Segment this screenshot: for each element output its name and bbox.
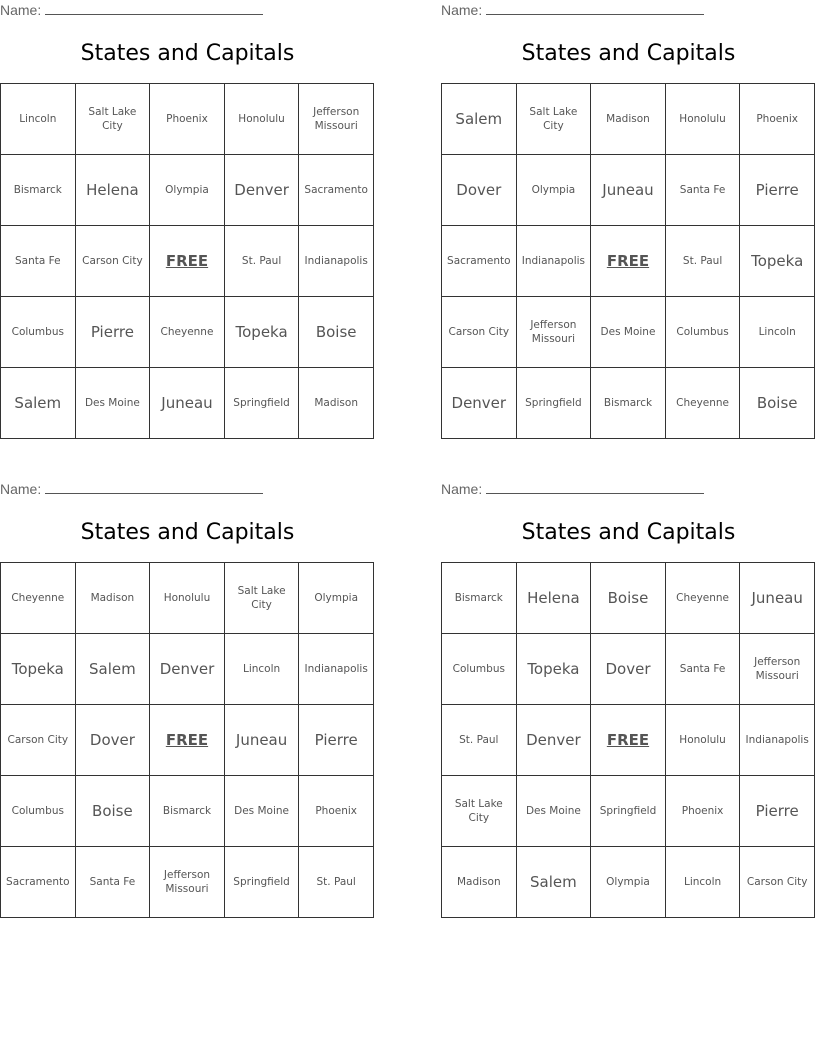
grid-row bbox=[442, 368, 815, 439]
grid-cell: Topeka bbox=[1, 634, 76, 705]
grid-cell: Jefferson Missouri bbox=[150, 847, 225, 918]
grid-cell: Boise bbox=[591, 563, 666, 634]
name-label: Name: bbox=[0, 481, 42, 497]
grid-cell: Carson City bbox=[75, 226, 150, 297]
grid-cell: Pierre bbox=[740, 776, 815, 847]
grid-cell: St. Paul bbox=[665, 226, 740, 297]
grid-cell: Cheyenne bbox=[665, 563, 740, 634]
grid-cell: Olympia bbox=[299, 563, 374, 634]
grid-cell: Salem bbox=[442, 84, 517, 155]
grid-cell: Olympia bbox=[150, 155, 225, 226]
grid-cell: Jefferson Missouri bbox=[516, 297, 591, 368]
free-space-cell: FREE bbox=[150, 705, 225, 776]
grid-cell: Boise bbox=[740, 368, 815, 439]
name-line bbox=[441, 2, 704, 18]
grid-cell: Indianapolis bbox=[299, 226, 374, 297]
grid-cell: Honolulu bbox=[150, 563, 225, 634]
grid-cell: Juneau bbox=[224, 705, 299, 776]
grid-cell: Santa Fe bbox=[75, 847, 150, 918]
grid-cell: Madison bbox=[442, 847, 517, 918]
grid-cell: Springfield bbox=[224, 847, 299, 918]
grid-cell: Carson City bbox=[740, 847, 815, 918]
grid-cell: Sacramento bbox=[299, 155, 374, 226]
grid-row bbox=[1, 563, 374, 634]
grid-cell: Jefferson Missouri bbox=[299, 84, 374, 155]
bingo-grid bbox=[0, 562, 374, 918]
grid-cell: Pierre bbox=[299, 705, 374, 776]
grid-cell: Sacramento bbox=[442, 226, 517, 297]
grid-row bbox=[442, 563, 815, 634]
grid-cell: Pierre bbox=[75, 297, 150, 368]
grid-cell: Helena bbox=[75, 155, 150, 226]
bingo-card-1 bbox=[0, 0, 375, 440]
grid-cell: Phoenix bbox=[665, 776, 740, 847]
free-space-cell: FREE bbox=[591, 226, 666, 297]
card-title: States and Capitals bbox=[521, 520, 736, 545]
grid-cell: Topeka bbox=[516, 634, 591, 705]
grid-row bbox=[442, 84, 815, 155]
bingo-grid bbox=[441, 83, 815, 439]
name-label: Name: bbox=[441, 481, 483, 497]
grid-cell: Pierre bbox=[740, 155, 815, 226]
grid-row bbox=[1, 634, 374, 705]
grid-row bbox=[1, 297, 374, 368]
grid-cell: Santa Fe bbox=[665, 155, 740, 226]
grid-cell: St. Paul bbox=[299, 847, 374, 918]
bingo-grid bbox=[0, 83, 374, 439]
grid-cell: Denver bbox=[516, 705, 591, 776]
grid-cell: Olympia bbox=[516, 155, 591, 226]
grid-cell: Boise bbox=[299, 297, 374, 368]
grid-row bbox=[442, 847, 815, 918]
grid-cell: Des Moine bbox=[224, 776, 299, 847]
grid-row bbox=[1, 847, 374, 918]
grid-cell: Salt Lake City bbox=[224, 563, 299, 634]
free-space-cell: FREE bbox=[150, 226, 225, 297]
bingo-card-3 bbox=[0, 479, 375, 919]
grid-cell: Springfield bbox=[516, 368, 591, 439]
grid-row bbox=[442, 155, 815, 226]
grid-cell: St. Paul bbox=[224, 226, 299, 297]
grid-cell: Cheyenne bbox=[1, 563, 76, 634]
grid-cell: Juneau bbox=[591, 155, 666, 226]
grid-cell: Dover bbox=[442, 155, 517, 226]
grid-cell: Honolulu bbox=[224, 84, 299, 155]
grid-cell: Santa Fe bbox=[665, 634, 740, 705]
grid-cell: Phoenix bbox=[740, 84, 815, 155]
grid-cell: Salt Lake City bbox=[75, 84, 150, 155]
grid-cell: Columbus bbox=[1, 297, 76, 368]
grid-cell: Columbus bbox=[442, 634, 517, 705]
grid-cell: Indianapolis bbox=[299, 634, 374, 705]
grid-cell: Madison bbox=[591, 84, 666, 155]
grid-cell: Denver bbox=[150, 634, 225, 705]
bingo-card-4 bbox=[441, 479, 816, 919]
grid-cell: Cheyenne bbox=[665, 368, 740, 439]
grid-cell: Carson City bbox=[442, 297, 517, 368]
grid-cell: Phoenix bbox=[299, 776, 374, 847]
grid-cell: Indianapolis bbox=[740, 705, 815, 776]
card-title: States and Capitals bbox=[80, 41, 295, 66]
grid-row bbox=[442, 226, 815, 297]
grid-cell: Carson City bbox=[1, 705, 76, 776]
grid-cell: Lincoln bbox=[1, 84, 76, 155]
card-title: States and Capitals bbox=[521, 41, 736, 66]
name-label: Name: bbox=[0, 2, 42, 18]
grid-cell: Dover bbox=[75, 705, 150, 776]
grid-cell: Honolulu bbox=[665, 84, 740, 155]
grid-cell: Denver bbox=[442, 368, 517, 439]
grid-cell: Des Moine bbox=[591, 297, 666, 368]
grid-cell: Boise bbox=[75, 776, 150, 847]
grid-cell: Lincoln bbox=[224, 634, 299, 705]
grid-cell: Madison bbox=[75, 563, 150, 634]
grid-cell: Des Moine bbox=[75, 368, 150, 439]
grid-cell: St. Paul bbox=[442, 705, 517, 776]
grid-row bbox=[1, 84, 374, 155]
grid-row bbox=[442, 705, 815, 776]
grid-cell: Salem bbox=[1, 368, 76, 439]
grid-cell: Salt Lake City bbox=[516, 84, 591, 155]
grid-cell: Des Moine bbox=[516, 776, 591, 847]
grid-cell: Jefferson Missouri bbox=[740, 634, 815, 705]
grid-cell: Olympia bbox=[591, 847, 666, 918]
grid-row bbox=[442, 776, 815, 847]
grid-cell: Salem bbox=[75, 634, 150, 705]
grid-cell: Salem bbox=[516, 847, 591, 918]
free-space-cell: FREE bbox=[591, 705, 666, 776]
grid-cell: Columbus bbox=[1, 776, 76, 847]
bingo-card-2 bbox=[441, 0, 816, 440]
name-line bbox=[0, 2, 263, 18]
name-line bbox=[0, 481, 263, 497]
grid-row bbox=[442, 297, 815, 368]
grid-cell: Springfield bbox=[224, 368, 299, 439]
card-title: States and Capitals bbox=[80, 520, 295, 545]
grid-cell: Salt Lake City bbox=[442, 776, 517, 847]
name-blank bbox=[45, 2, 263, 15]
grid-cell: Honolulu bbox=[665, 705, 740, 776]
grid-cell: Bismarck bbox=[1, 155, 76, 226]
grid-cell: Lincoln bbox=[740, 297, 815, 368]
grid-cell: Cheyenne bbox=[150, 297, 225, 368]
grid-cell: Lincoln bbox=[665, 847, 740, 918]
grid-cell: Bismarck bbox=[442, 563, 517, 634]
grid-cell: Phoenix bbox=[150, 84, 225, 155]
grid-cell: Denver bbox=[224, 155, 299, 226]
grid-cell: Santa Fe bbox=[1, 226, 76, 297]
grid-cell: Bismarck bbox=[591, 368, 666, 439]
grid-row bbox=[442, 634, 815, 705]
grid-cell: Springfield bbox=[591, 776, 666, 847]
grid-cell: Juneau bbox=[150, 368, 225, 439]
name-line bbox=[441, 481, 704, 497]
grid-cell: Helena bbox=[516, 563, 591, 634]
name-blank bbox=[486, 481, 704, 494]
grid-row bbox=[1, 776, 374, 847]
grid-row bbox=[1, 155, 374, 226]
grid-row bbox=[1, 368, 374, 439]
grid-cell: Sacramento bbox=[1, 847, 76, 918]
name-blank bbox=[45, 481, 263, 494]
grid-cell: Madison bbox=[299, 368, 374, 439]
grid-row bbox=[1, 705, 374, 776]
grid-cell: Bismarck bbox=[150, 776, 225, 847]
grid-cell: Columbus bbox=[665, 297, 740, 368]
name-blank bbox=[486, 2, 704, 15]
grid-cell: Dover bbox=[591, 634, 666, 705]
grid-cell: Juneau bbox=[740, 563, 815, 634]
grid-row bbox=[1, 226, 374, 297]
grid-cell: Topeka bbox=[224, 297, 299, 368]
bingo-grid bbox=[441, 562, 815, 918]
name-label: Name: bbox=[441, 2, 483, 18]
grid-cell: Indianapolis bbox=[516, 226, 591, 297]
grid-cell: Topeka bbox=[740, 226, 815, 297]
